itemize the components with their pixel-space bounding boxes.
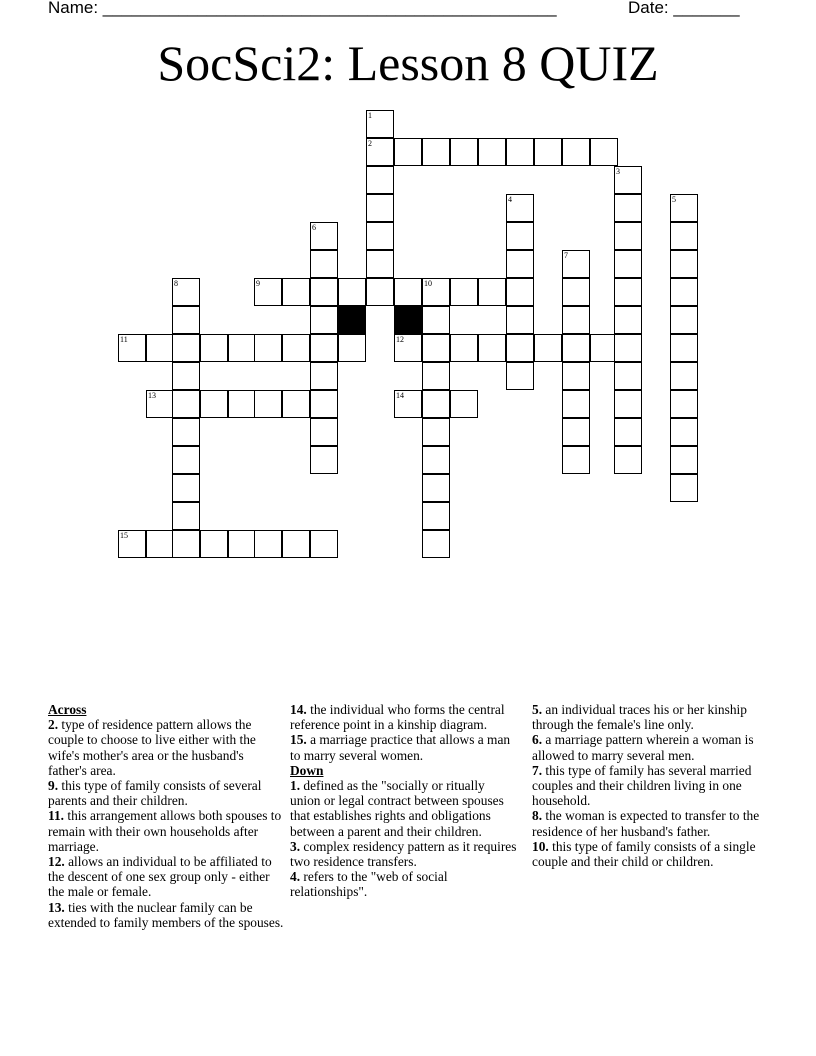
crossword-cell[interactable] bbox=[670, 306, 698, 334]
down-clue-5 bbox=[532, 702, 772, 732]
crossword-cell[interactable] bbox=[670, 334, 698, 362]
crossword-cell[interactable] bbox=[200, 530, 228, 558]
crossword-cell[interactable] bbox=[366, 110, 394, 138]
clue-number: 12. bbox=[48, 854, 65, 870]
crossword-cell[interactable] bbox=[172, 362, 200, 390]
clue-text: this type of family has several married couples and their children living in one household. bbox=[532, 762, 752, 809]
crossword-cell[interactable] bbox=[254, 530, 282, 558]
crossword-cell[interactable] bbox=[310, 334, 338, 362]
crossword-cell[interactable] bbox=[614, 306, 642, 334]
crossword-cell[interactable] bbox=[310, 222, 338, 250]
crossword-cell[interactable] bbox=[366, 166, 394, 194]
clue-text: allows an individual to be affiliated to the descent of one sex group only - either the male or female. bbox=[48, 854, 272, 900]
crossword-cell[interactable] bbox=[614, 194, 642, 222]
down-clue-8 bbox=[532, 808, 772, 838]
down-clue-10 bbox=[532, 839, 772, 869]
clue-number: 7. bbox=[532, 762, 543, 778]
down-clue-3 bbox=[290, 839, 518, 869]
crossword-cell[interactable] bbox=[614, 418, 642, 446]
crossword-cell[interactable] bbox=[670, 250, 698, 278]
crossword-cell[interactable] bbox=[562, 334, 590, 362]
crossword-cell[interactable] bbox=[614, 362, 642, 390]
crossword-cell[interactable] bbox=[590, 138, 618, 166]
crossword-cell[interactable] bbox=[172, 278, 200, 306]
crossword-cell[interactable] bbox=[310, 250, 338, 278]
clues-column-3 bbox=[532, 702, 772, 869]
crossword-cell[interactable] bbox=[146, 530, 174, 558]
crossword-cell[interactable] bbox=[506, 278, 534, 306]
clue-text: an individual traces his or her kinship through the female's line only. bbox=[532, 702, 747, 733]
crossword-cell[interactable] bbox=[506, 194, 534, 222]
crossword-cell[interactable] bbox=[394, 390, 422, 418]
crossword-cell[interactable] bbox=[422, 446, 450, 474]
page-title: SocSci2: Lesson 8 QUIZ bbox=[157, 35, 659, 91]
clue-text: defined as the "socially or ritually union or legal contract between spouses that establishes rights and obligations between a parent and their children. bbox=[290, 778, 504, 839]
down-clue-7 bbox=[532, 763, 772, 809]
crossword-cell[interactable] bbox=[172, 418, 200, 446]
crossword-cell[interactable] bbox=[118, 334, 146, 362]
clue-number: 8. bbox=[532, 808, 543, 824]
crossword-cell[interactable] bbox=[310, 418, 338, 446]
crossword-cell[interactable] bbox=[478, 278, 506, 306]
clue-number: 10. bbox=[532, 838, 549, 854]
crossword-cell[interactable] bbox=[422, 278, 450, 306]
crossword-cell[interactable] bbox=[562, 362, 590, 390]
crossword-cell[interactable] bbox=[422, 138, 450, 166]
cell-number: 1 bbox=[368, 111, 372, 120]
crossword-cell[interactable] bbox=[614, 334, 642, 362]
crossword-cell[interactable] bbox=[422, 362, 450, 390]
cell-number: 4 bbox=[508, 195, 512, 204]
cell-number: 12 bbox=[396, 335, 404, 344]
crossword-cell[interactable] bbox=[172, 334, 200, 362]
crossword-cell[interactable] bbox=[478, 138, 506, 166]
clue-text: type of residence pattern allows the couple to choose to live either with the wife's mother's area or the husband's father's area. bbox=[48, 717, 256, 778]
cell-number: 8 bbox=[174, 279, 178, 288]
clue-number: 15. bbox=[290, 732, 307, 748]
crossword-cell[interactable] bbox=[506, 138, 534, 166]
crossword-cell[interactable] bbox=[146, 334, 174, 362]
crossword-cell[interactable] bbox=[506, 362, 534, 390]
crossword-cell[interactable] bbox=[614, 390, 642, 418]
crossword-cell[interactable] bbox=[254, 390, 282, 418]
crossword-cell[interactable] bbox=[338, 334, 366, 362]
crossword-cell[interactable] bbox=[394, 138, 422, 166]
crossword-cell[interactable] bbox=[614, 250, 642, 278]
clues-column-1 bbox=[48, 702, 284, 930]
clue-text: complex residency pattern as it requires two residence transfers. bbox=[290, 838, 517, 870]
crossword-cell[interactable] bbox=[670, 222, 698, 250]
crossword-cell[interactable] bbox=[562, 306, 590, 334]
clue-number: 14. bbox=[290, 702, 307, 717]
cell-number: 15 bbox=[120, 531, 128, 540]
crossword-cell[interactable] bbox=[338, 278, 366, 306]
clue-number: 11. bbox=[48, 808, 64, 824]
crossword-cell[interactable] bbox=[228, 390, 256, 418]
across-clue-15 bbox=[290, 732, 518, 762]
crossword-cell[interactable] bbox=[366, 194, 394, 222]
crossword-cell[interactable] bbox=[534, 138, 562, 166]
crossword-cell[interactable] bbox=[562, 418, 590, 446]
clue-text: this type of family consists of a single couple and their child or children. bbox=[532, 838, 756, 870]
cell-number: 6 bbox=[312, 223, 316, 232]
down-clue-6 bbox=[532, 732, 772, 762]
crossword-cell[interactable] bbox=[562, 390, 590, 418]
clue-number: 6. bbox=[532, 732, 543, 748]
cell-number: 11 bbox=[120, 335, 128, 344]
crossword-cell[interactable] bbox=[172, 390, 200, 418]
crossword-cell[interactable] bbox=[310, 390, 338, 418]
crossword-cell[interactable] bbox=[254, 334, 282, 362]
clue-text: the individual who forms the central reference point in a kinship diagram. bbox=[290, 702, 505, 733]
crossword-cell[interactable] bbox=[450, 334, 478, 362]
across-clue-12 bbox=[48, 854, 284, 900]
crossword-cell[interactable] bbox=[172, 306, 200, 334]
crossword-cell[interactable] bbox=[228, 334, 256, 362]
across-clue-9 bbox=[48, 778, 284, 808]
crossword-cell[interactable] bbox=[172, 474, 200, 502]
crossword-cell[interactable] bbox=[200, 334, 228, 362]
crossword-cell[interactable] bbox=[422, 474, 450, 502]
crossword-cell[interactable] bbox=[450, 390, 478, 418]
crossword-cell[interactable] bbox=[200, 390, 228, 418]
clue-number: 4. bbox=[290, 869, 301, 885]
clue-number: 3. bbox=[290, 838, 301, 854]
cell-number: 10 bbox=[424, 279, 432, 288]
name-field-label[interactable]: Name: ________________________________________________ bbox=[48, 0, 557, 17]
crossword-cell[interactable] bbox=[670, 194, 698, 222]
crossword-cell[interactable] bbox=[422, 334, 450, 362]
cell-number: 14 bbox=[396, 391, 404, 400]
clue-text: a marriage practice that allows a man to marry several women. bbox=[290, 732, 511, 763]
crossword-cell[interactable] bbox=[614, 166, 642, 194]
clue-text: refers to the "web of social relationships". bbox=[290, 869, 448, 900]
crossword-cell[interactable] bbox=[172, 446, 200, 474]
crossword-cell[interactable] bbox=[422, 306, 450, 334]
clue-number: 2. bbox=[48, 717, 59, 733]
crossword-cell[interactable] bbox=[670, 362, 698, 390]
crossword-cell[interactable] bbox=[172, 530, 200, 558]
crossword-cell[interactable] bbox=[670, 390, 698, 418]
clue-number: 9. bbox=[48, 778, 59, 794]
crossword-cell[interactable] bbox=[506, 222, 534, 250]
cell-number: 9 bbox=[256, 279, 260, 288]
down-heading: Down bbox=[290, 762, 324, 778]
crossword-cell[interactable] bbox=[614, 446, 642, 474]
crossword-cell[interactable] bbox=[366, 222, 394, 250]
crossword-cell[interactable] bbox=[614, 222, 642, 250]
down-clue-4 bbox=[290, 869, 518, 899]
crossword-cell[interactable] bbox=[282, 278, 310, 306]
crossword-cell[interactable] bbox=[310, 362, 338, 390]
crossword-cell[interactable] bbox=[366, 250, 394, 278]
crossword-cell[interactable] bbox=[670, 446, 698, 474]
crossword-cell[interactable] bbox=[172, 502, 200, 530]
crossword-cell[interactable] bbox=[366, 278, 394, 306]
blocked-cell bbox=[394, 306, 422, 334]
cell-number: 7 bbox=[564, 251, 568, 260]
crossword-cell[interactable] bbox=[670, 278, 698, 306]
across-clue-14 bbox=[290, 702, 518, 732]
clue-number: 5. bbox=[532, 702, 543, 717]
crossword-cell[interactable] bbox=[254, 278, 282, 306]
crossword-cell[interactable] bbox=[310, 278, 338, 306]
clue-text: ties with the nuclear family can be extended to family members of the spouses. bbox=[48, 899, 284, 930]
crossword-cell[interactable] bbox=[562, 250, 590, 278]
crossword-cell[interactable] bbox=[394, 334, 422, 362]
cell-number: 5 bbox=[672, 195, 676, 204]
crossword-cell[interactable] bbox=[562, 278, 590, 306]
crossword-cell[interactable] bbox=[422, 390, 450, 418]
down-clue-1 bbox=[290, 778, 518, 839]
crossword-cell[interactable] bbox=[118, 530, 146, 558]
cell-number: 2 bbox=[368, 139, 372, 148]
crossword-cell[interactable] bbox=[506, 250, 534, 278]
crossword-cell[interactable] bbox=[614, 278, 642, 306]
across-clue-11 bbox=[48, 808, 284, 854]
clues-column-2 bbox=[290, 702, 518, 900]
across-clue-13 bbox=[48, 900, 284, 930]
clue-number: 1. bbox=[290, 778, 301, 794]
clue-text: this type of family consists of several parents and their children. bbox=[48, 778, 262, 809]
clue-number: 13. bbox=[48, 899, 65, 915]
crossword-cell[interactable] bbox=[670, 474, 698, 502]
clues-section bbox=[48, 702, 778, 962]
crossword-cell[interactable] bbox=[670, 418, 698, 446]
crossword-cell[interactable] bbox=[478, 334, 506, 362]
date-field-label[interactable]: Date: _______ bbox=[628, 0, 740, 17]
crossword-cell[interactable] bbox=[562, 138, 590, 166]
crossword-cell[interactable] bbox=[422, 530, 450, 558]
clue-text: a marriage pattern wherein a woman is allowed to marry several men. bbox=[532, 732, 754, 763]
cell-number: 3 bbox=[616, 167, 620, 176]
crossword-cell[interactable] bbox=[228, 530, 256, 558]
crossword-cell[interactable] bbox=[450, 278, 478, 306]
crossword-cell[interactable] bbox=[422, 502, 450, 530]
crossword-cell[interactable] bbox=[534, 334, 562, 362]
crossword-cell[interactable] bbox=[146, 390, 174, 418]
crossword-cell[interactable] bbox=[282, 530, 310, 558]
crossword-cell[interactable] bbox=[282, 334, 310, 362]
crossword-cell[interactable] bbox=[562, 446, 590, 474]
clue-text: the woman is expected to transfer to the residence of her husband's father. bbox=[532, 808, 760, 839]
across-heading: Across bbox=[48, 702, 87, 717]
crossword-cell[interactable] bbox=[422, 418, 450, 446]
crossword-cell[interactable] bbox=[310, 306, 338, 334]
crossword-cell[interactable] bbox=[310, 446, 338, 474]
crossword-cell[interactable] bbox=[450, 138, 478, 166]
crossword-cell[interactable] bbox=[506, 334, 534, 362]
crossword-cell[interactable] bbox=[282, 390, 310, 418]
crossword-cell[interactable] bbox=[366, 138, 394, 166]
across-clue-2 bbox=[48, 717, 284, 778]
blocked-cell bbox=[338, 306, 366, 334]
cell-number: 13 bbox=[148, 391, 156, 400]
crossword-cell[interactable] bbox=[506, 306, 534, 334]
crossword-cell[interactable] bbox=[394, 278, 422, 306]
clue-text: this arrangement allows both spouses to remain with their own households after marriage. bbox=[48, 808, 282, 854]
crossword-cell[interactable] bbox=[310, 530, 338, 558]
